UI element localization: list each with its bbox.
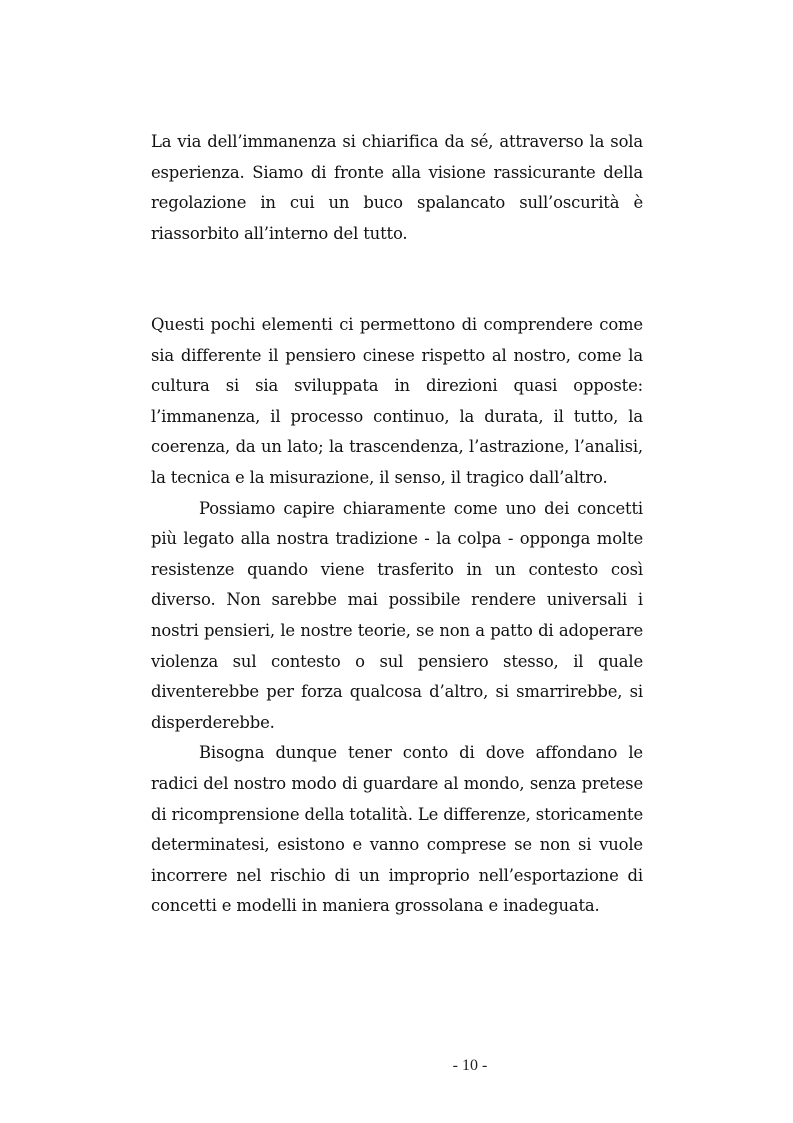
paragraph: La via dell’immanenza si chiarifica da sé, attraverso la sola esperienza. Siamo di fronte alla visione rassicurante della regolazione in cui un buco spalancato sull’oscurità è riassorbito all’interno del tutto.: [151, 132, 643, 243]
text-block-main: [151, 310, 643, 922]
paragraph: Bisogna dunque tener conto di dove affondano le radici del nostro modo di guardare al mondo, senza pretese di ricomprensione della totalità. Le differenze, storicamente determinatesi, esistono e vanno comprese se non si vuole incorrere nel rischio di un improprio nell’esportazione di concetti e modelli in maniera grossolana e inadeguata.: [151, 743, 643, 916]
text-block-intro: [151, 127, 643, 249]
page-number: - 10 -: [452, 1057, 488, 1074]
paragraph: Questi pochi elementi ci permettono di comprendere come sia differente il pensiero cinese rispetto al nostro, come la cultura si sia sviluppata in direzioni quasi opposte: l’immanenza, il processo continuo, la durata, il tutto, la coerenza, da un lato; la trascendenza, l’astrazione, l’analisi, la tecnica e la misurazione, il senso, il tragico dall’altro.: [151, 315, 643, 487]
paragraph: Possiamo capire chiaramente come uno dei concetti più legato alla nostra tradizione - la colpa - opponga molte resistenze quando viene trasferito in un contesto così diverso. Non sarebbe mai possibile rendere universali i nostri pensieri, le nostre teorie, se non a patto di adoperare violenza sul contesto o sul pensiero stesso, il quale diventerebbe per forza qualcosa d’altro, si smarrirebbe, si disperderebbe.: [151, 498, 643, 732]
